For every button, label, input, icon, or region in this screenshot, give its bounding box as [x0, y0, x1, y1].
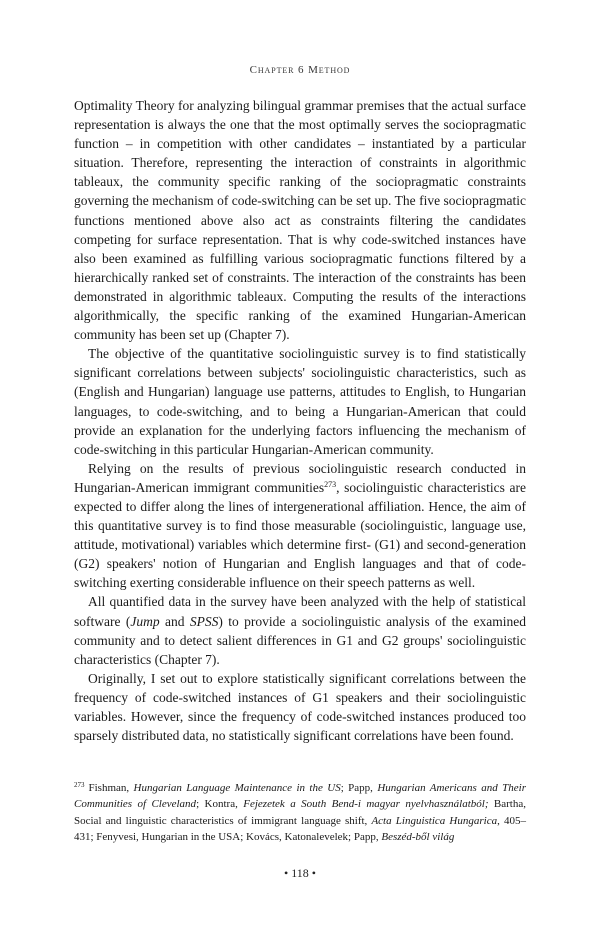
footnote-seg-2: ; Papp,: [340, 782, 378, 794]
footnote-number: 273: [74, 781, 85, 789]
footnote-seg-6: Bartha, Social and linguistic characteristics of immigrant language shift,: [74, 798, 526, 827]
running-head-text: Chapter 6 Method: [249, 64, 351, 76]
paragraph-4-text-and: and: [159, 613, 190, 629]
software-name-jump: Jump: [130, 613, 160, 629]
footnote-seg-7: Acta Linguistica Hungarica: [371, 814, 498, 827]
footnote-seg-0: Fishman,: [88, 782, 134, 794]
footnote-273: [74, 780, 526, 846]
footnote-seg-3: Hungarian Americans and Their Communities of Cleveland: [74, 782, 526, 811]
footnote-seg-9: Beszéd-ből világ: [381, 831, 455, 844]
footnote-seg-5: Fejezetek a South Bend-i magyar nyelvhasználatból;: [243, 798, 489, 811]
paragraph-3: [74, 459, 526, 593]
paragraph-3-text-after: , sociolinguistic characteristics are expected to differ along the lines of intergenerational affiliation. Hence, the aim of this quantitative survey is to find those measurable (sociolinguistic, language use, attitude, motivational) variables which determine first- (G1) and second-generation (G2) speakers' notion of Hungarian and English languages and that of code-switching exerting considerable influence on their speech patterns as well.: [74, 479, 526, 591]
footnote-seg-1: Hungarian Language Maintenance in the US: [133, 782, 341, 794]
page-number-bullet-left: •: [284, 866, 289, 880]
page-number: [0, 866, 600, 881]
paragraph-4-text-before: All quantified data in the survey have been analyzed with the help of statistical software (: [74, 594, 526, 629]
page-number-value: 118: [291, 866, 309, 880]
paragraph-1-text: Optimality Theory for analyzing bilingual grammar premises that the actual surface representation is always the one that the most optimally serves the sociopragmatic function – in competition with other candidates – instantiated by a particular situation. Therefore, representing the interaction of constraints in algorithmic tableaux, the community specific ranking of the sociopragmatic constraints governing the mechanism of code-switching can be set up. The five sociopragmatic functions mentioned above also act as constraints filtering the candidates competing for surface representation. That is why code-switched instances have also been examined as fulfilling various sociopragmatic functions filtered by a hierarchically ranked set of constraints. The interaction of the constraints has been demonstrated in algorithmic tableaux. Computing the results of the interactions algorithmically, the specific ranking of the examined Hungarian-American community has been set up (Chapter 7).: [74, 98, 526, 343]
paragraph-5-text: Originally, I set out to explore statistically significant correlations between the frequency of code-switched instances of G1 speakers and their sociolinguistic variables. However, since the frequency of code-switched instances produced too sparsely distributed data, no statistically significant correlations have been found.: [74, 670, 526, 744]
paragraph-4: [74, 592, 526, 668]
paragraph-2-text: The objective of the quantitative sociolinguistic survey is to find statistically significant correlations between subjects' sociolinguistic characteristics, such as (English and Hungarian) language use patterns, attitudes to English, to Hungarian languages, to code-switching, and to being a Hungarian-American that could provide an explanation for the underlying factors influencing the mechanism of code-switching in this particular Hungarian-American community.: [74, 346, 526, 457]
paragraph-4-text-after: ) to provide a sociolinguistic analysis of the examined community and to detect salient differences in G1 and G2 groups' sociolinguistic characteristics (Chapter 7).: [74, 613, 526, 667]
page-number-bullet-right: •: [311, 866, 316, 880]
paragraph-3-text-before: Relying on the results of previous sociolinguistic research conducted in Hungarian-American immigrant communities: [74, 460, 526, 495]
paragraph-1: [74, 96, 526, 344]
running-head: [0, 64, 600, 76]
footnote-seg-8: , 405–431; Fenyvesi, Hungarian in the USA; Kovács, Katonalevelek; Papp,: [74, 814, 526, 844]
software-name-spss: SPSS: [189, 613, 219, 629]
footnote-reference-273[interactable]: 273: [324, 479, 337, 489]
body-text: [74, 96, 526, 745]
paragraph-2: [74, 344, 526, 459]
footnote-seg-4: ; Kontra,: [196, 798, 244, 811]
paragraph-5: [74, 669, 526, 745]
